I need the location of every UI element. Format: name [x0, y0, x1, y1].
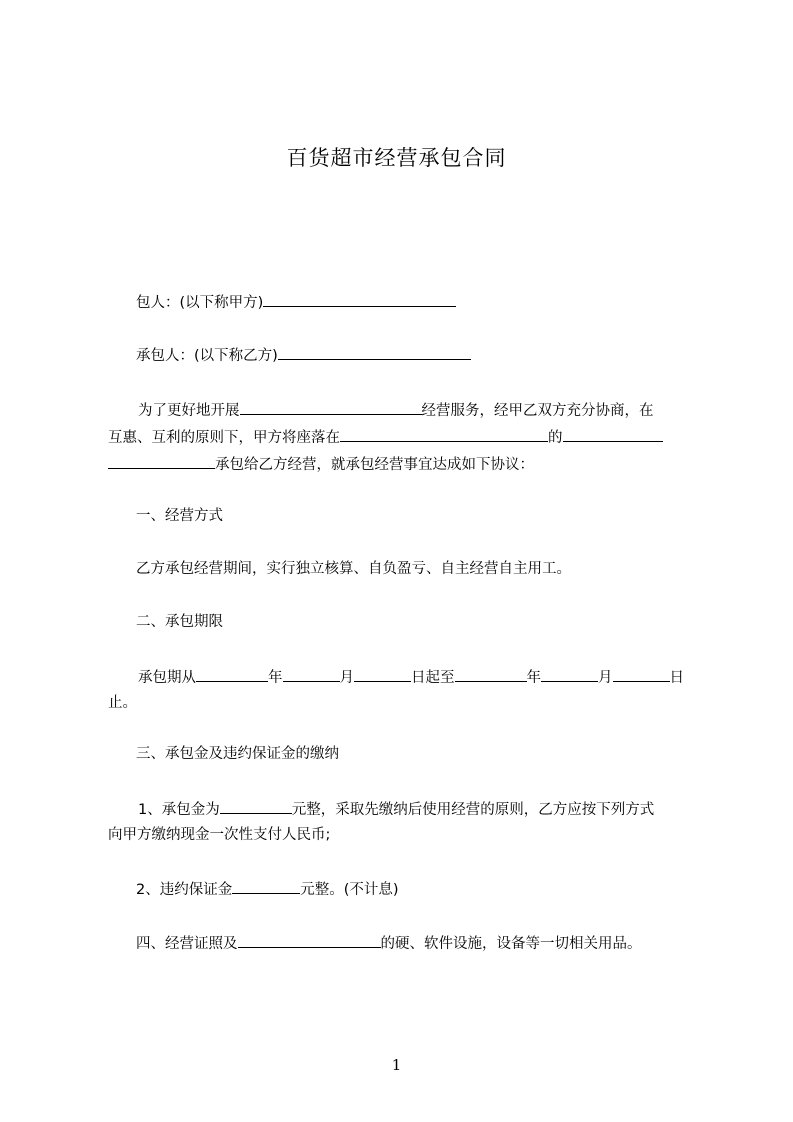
- start-day-blank[interactable]: [354, 666, 411, 682]
- term-line: [138, 666, 684, 688]
- license-blank[interactable]: [238, 932, 381, 948]
- intro-text-2a: 互惠、互利的原则下，甲方将座落在: [108, 430, 340, 446]
- intro-text-2b: 的: [548, 430, 563, 446]
- party-b-blank[interactable]: [278, 344, 471, 360]
- item-2-label: 2、违约保证金: [136, 882, 233, 898]
- section-4-line: [136, 932, 642, 954]
- end-year-label: 年: [526, 670, 541, 686]
- section-1-body: 乙方承包经营期间，实行独立核算、自负盈亏、自主经营自主用工。: [136, 561, 571, 577]
- premises-blank-1[interactable]: [563, 426, 663, 442]
- item-1-text: 元整，采取先缴纳后使用经营的原则，乙方应按下列方式: [291, 802, 655, 818]
- start-day-label: 日起至: [411, 670, 455, 686]
- contract-fee-blank[interactable]: [220, 798, 292, 814]
- location-blank[interactable]: [340, 426, 548, 442]
- premises-blank-2[interactable]: [108, 453, 215, 469]
- end-year-blank[interactable]: [455, 666, 527, 682]
- party-b-label: 承包人：(以下称乙方): [136, 348, 278, 364]
- intro-text-1b: 经营服务，经甲乙双方充分协商，在: [421, 403, 654, 419]
- section-4-label: 四、经营证照及: [136, 936, 238, 952]
- term-from-label: 承包期从: [138, 670, 196, 686]
- intro-text-3: 承包给乙方经营，就承包经营事宜达成如下协议：: [215, 457, 534, 473]
- section-1-heading: 一、经营方式: [136, 508, 223, 524]
- start-month-label: 月: [339, 670, 354, 686]
- section-3-item-1-cont: 向甲方缴纳现金一次性支付人民币;: [108, 827, 331, 843]
- intro-text-1a: 为了更好地开展: [138, 403, 240, 419]
- intro-line-3: [108, 453, 534, 475]
- deposit-blank[interactable]: [232, 878, 300, 894]
- start-year-label: 年: [268, 670, 283, 686]
- party-a-label: 包人：(以下称甲方): [136, 295, 264, 311]
- end-day-blank[interactable]: [613, 666, 670, 682]
- section-3-heading: 三、承包金及违约保证金的缴纳: [136, 746, 339, 762]
- document-title: 百货超市经营承包合同: [286, 146, 507, 170]
- section-2-heading: 二、承包期限: [136, 614, 223, 630]
- start-year-blank[interactable]: [196, 666, 268, 682]
- end-month-blank[interactable]: [541, 666, 598, 682]
- section-3-item-2: [136, 878, 399, 900]
- intro-line-2: [108, 426, 663, 448]
- section-4-text: 的硬、软件设施，设备等一切相关用品。: [380, 936, 642, 952]
- section-3-item-1: [138, 798, 654, 820]
- page-number: 1: [391, 1056, 402, 1074]
- item-1-label: 1、承包金为: [138, 802, 220, 818]
- end-month-label: 月: [598, 670, 613, 686]
- party-a-blank[interactable]: [263, 291, 456, 307]
- start-month-blank[interactable]: [283, 666, 340, 682]
- term-end-text: 止。: [108, 695, 137, 711]
- party-a-line: [136, 291, 456, 313]
- intro-line-1: [138, 399, 654, 421]
- item-2-text: 元整。(不计息): [300, 882, 399, 898]
- business-type-blank[interactable]: [240, 399, 422, 415]
- party-b-line: [136, 344, 471, 366]
- end-day-label: 日: [669, 670, 684, 686]
